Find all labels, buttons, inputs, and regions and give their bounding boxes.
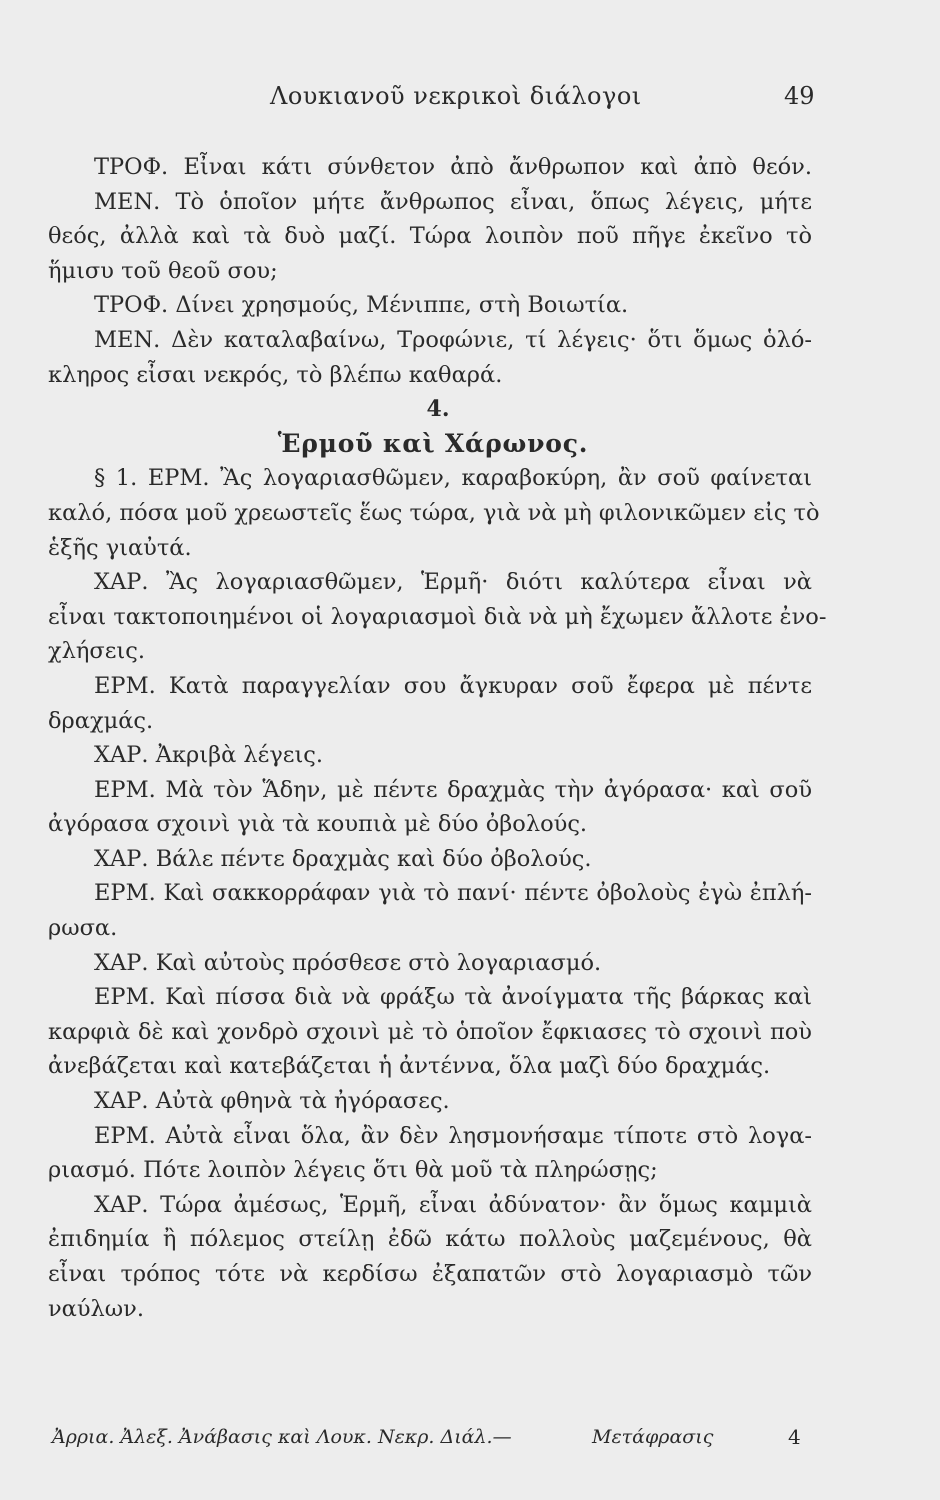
text-line: ΕΡΜ. Καὶ σακκορράφαν γιὰ τὸ πανί· πέντε ὀβολοὺς ἐγὼ ἐπλή- [94, 880, 812, 907]
text-line: ΕΡΜ. Αὐτὰ εἶναι ὅλα, ἂν δὲν λησμονήσαμε τίποτε στὸ λογα- [94, 1122, 812, 1149]
text-line: ΤΡΟΦ. Εἶναι κάτι σύνθετον ἀπὸ ἄνθρωπον καὶ ἀπὸ θεόν. [94, 154, 812, 180]
text-line: θεός, ἀλλὰ καὶ τὰ δυὸ μαζί. Τώρα λοιπὸν ποῦ πῆγε ἐκεῖνο τὸ [48, 223, 812, 250]
dialogue-number-line [48, 392, 812, 427]
text-line: § 1. ΕΡΜ. Ἂς λογαριασθῶμεν, καραβοκύρη, ἂν σοῦ φαίνεται [94, 465, 812, 492]
text-line: κληρος εἶσαι νεκρός, τὸ βλέπω καθαρά. [48, 361, 503, 388]
dialogue-title: Ἑρμοῦ καὶ Χάρωνος. [277, 428, 589, 458]
dialogue-number: 4. [426, 396, 450, 423]
text-line: ΧΑΡ. Ἀκριβὰ λέγεις. [94, 742, 324, 769]
text-line: ΜΕΝ. Τὸ ὁποῖον μήτε ἄνθρωπος εἶναι, ὅπως λέγεις, μήτε [94, 188, 812, 215]
text-line: ΜΕΝ. Δὲν καταλαβαίνω, Τροφώνιε, τί λέγεις· ὅτι ὅμως ὁλό- [94, 326, 812, 353]
text-line: ἑξῆς γιαὐτά. [48, 534, 192, 561]
text-line: καλό, πόσα μοῦ χρεωστεῖς ἕως τώρα, γιὰ νὰ μὴ φιλονικῶμεν εἰς τὸ [48, 499, 820, 526]
text-line: ΧΑΡ. Βάλε πέντε δραχμὰς καὶ δύο ὀβολούς. [94, 845, 592, 872]
text-line: ρωσα. [48, 915, 118, 942]
body-text [48, 150, 827, 1326]
text-line: ριασμό. Πότε λοιπὸν λέγεις ὅτι θὰ μοῦ τὰ πληρώσῃς; [48, 1157, 658, 1184]
text-line: χλήσεις. [48, 638, 145, 665]
dialogue-title-line [48, 427, 812, 462]
page-footer [52, 1420, 812, 1454]
text-line: ἀγόρασα σχοινὶ γιὰ τὰ κουπιὰ μὲ δύο ὀβολούς. [48, 811, 588, 838]
page-header [0, 82, 940, 118]
text-line: ΧΑΡ. Καὶ αὐτοὺς πρόσθεσε στὸ λογαριασμό. [94, 949, 602, 976]
text-line: ΕΡΜ. Καὶ πίσσα διὰ νὰ φράξω τὰ ἀνοίγματα τῆς βάρκας καὶ [94, 984, 812, 1011]
running-title: Λουκιανοῦ νεκρικοὶ διάλογοι [270, 82, 642, 110]
text-line: εἶναι τρόπος τότε νὰ κερδίσω ἐξαπατῶν στὸ λογαριασμὸ τῶν [48, 1261, 812, 1287]
text-line: ΕΡΜ. Κατὰ παραγγελίαν σου ἄγκυραν σοῦ ἔφερα μὲ πέντε [94, 672, 812, 699]
text-line: ΧΑΡ. Αὐτὰ φθηνὰ τὰ ἠγόρασες. [94, 1088, 450, 1115]
text-line: ΕΡΜ. Μὰ τὸν Ἅδην, μὲ πέντε δραχμὰς τὴν ἀγόρασα· καὶ σοῦ [94, 776, 812, 803]
text-line: εἶναι τακτοποιημένοι οἱ λογαριασμοὶ διὰ νὰ μὴ ἔχωμεν ἄλλοτε ἐνο- [48, 603, 827, 630]
footer-book-title: Ἀρρια. Ἀλεξ. Ἀνάβασις καὶ Λουκ. Νεκρ. Διάλ.— [52, 1426, 512, 1448]
text-line: καρφιὰ δὲ καὶ χονδρὸ σχοινὶ μὲ τὸ ὁποῖον ἔφκιασες τὸ σχοινὶ ποὺ [48, 1018, 812, 1045]
footer-translation-label: Μετάφρασις [592, 1426, 714, 1448]
text-line: ναύλων. [48, 1295, 144, 1322]
printer-signature-mark: 4 [788, 1425, 801, 1449]
page-number: 49 [784, 82, 815, 110]
text-line: ΤΡΟΦ. Δίνει χρησμούς, Μένιππε, στὴ Βοιωτία. [94, 292, 629, 319]
text-line: ΧΑΡ. Τώρα ἀμέσως, Ἑρμῆ, εἶναι ἀδύνατον· ἂν ὅμως καμμιὰ [94, 1191, 812, 1218]
text-line: ἐπιδημία ἢ πόλεμος στείλῃ ἐδῶ κάτω πολλοὺς μαζεμένους, θὰ [48, 1226, 812, 1253]
text-line: ΧΑΡ. Ἂς λογαριασθῶμεν, Ἑρμῆ· διότι καλύτερα εἶναι νὰ [94, 569, 812, 596]
text-line: ἀνεβάζεται καὶ κατεβάζεται ἡ ἀντέννα, ὅλα μαζὶ δύο δραχμάς. [48, 1053, 771, 1080]
text-line: ἥμισυ τοῦ θεοῦ σου; [48, 257, 278, 284]
text-line: δραχμάς. [48, 707, 154, 734]
